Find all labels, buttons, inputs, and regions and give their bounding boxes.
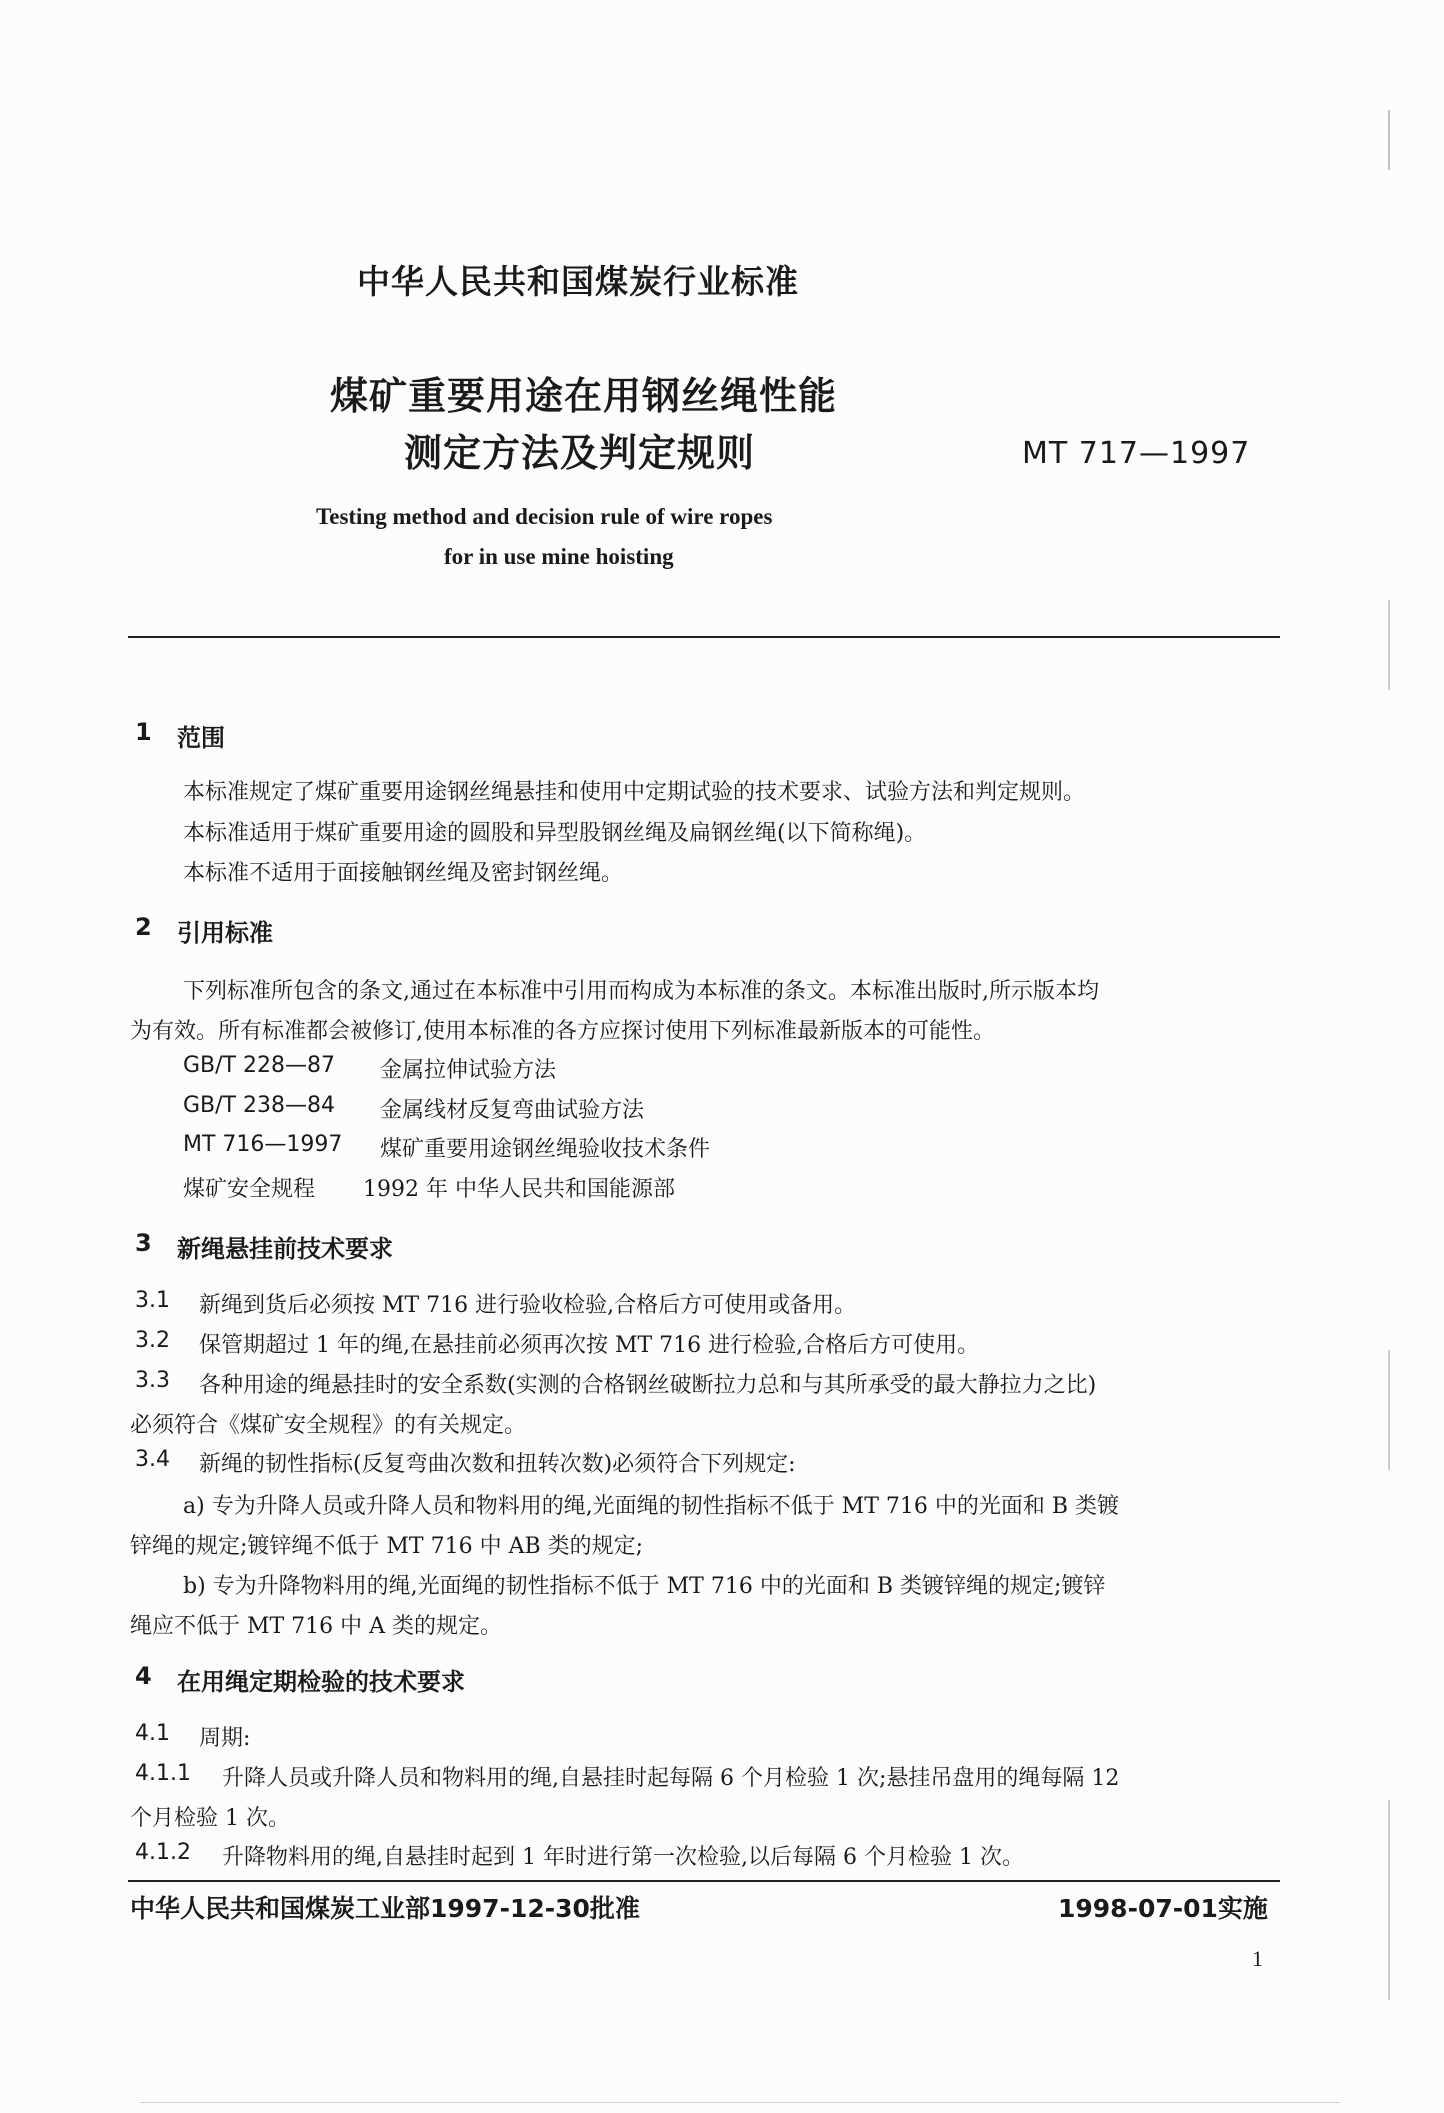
section-2-title: 引用标准: [177, 919, 273, 947]
clause-4-1-2-text: 升降物料用的绳,自悬挂时起到 1 年时进行第一次检验,以后每隔 6 个月检验 1 次。: [222, 1845, 1024, 1870]
clause-number: 3.2: [135, 1328, 170, 1353]
clause-3-4-a-line-1: a) 专为升降人员或升降人员和物料用的绳,光面绳的韧性指标不低于 MT 716 中的光面和 B 类镀: [183, 1494, 1120, 1519]
section-2-para-line-2: 为有效。所有标准都会被修订,使用本标准的各方应探讨使用下列标准最新版本的可能性。: [130, 1019, 995, 1044]
section-1-para-2: 本标准适用于煤矿重要用途的圆股和异型股钢丝绳及扁钢丝绳(以下简称绳)。: [183, 821, 927, 846]
clause-number: 4.1: [135, 1721, 170, 1746]
reference-code: GB/T 238—84: [183, 1093, 335, 1118]
clause-3-4-text: 新绳的韧性指标(反复弯曲次数和扭转次数)必须符合下列规定:: [199, 1452, 796, 1477]
section-2-para-line-1: 下列标准所包含的条文,通过在本标准中引用而构成为本标准的条文。本标准出版时,所示版本均: [183, 979, 1099, 1004]
clause-3-3-text-line-1: 各种用途的绳悬挂时的安全系数(实测的合格钢丝破断拉力总和与其所承受的最大静拉力之比): [199, 1373, 1097, 1398]
clause-4-1-text: 周期:: [199, 1726, 251, 1751]
english-title-line-2: for in use mine hoisting: [444, 544, 674, 569]
section-2-number: 2: [135, 913, 152, 941]
scan-mark: [1388, 600, 1390, 690]
scan-mark: [1388, 110, 1390, 170]
page-number: 1: [1252, 1946, 1263, 1971]
section-4-number: 4: [135, 1662, 152, 1690]
clause-3-3-text-line-2: 必须符合《煤矿安全规程》的有关规定。: [130, 1413, 527, 1438]
scan-mark: [140, 2102, 1340, 2103]
section-1-para-1: 本标准规定了煤矿重要用途钢丝绳悬挂和使用中定期试验的技术要求、试验方法和判定规则。: [183, 780, 1086, 805]
reference-code: GB/T 228—87: [183, 1053, 335, 1078]
clause-3-4-b-line-2: 绳应不低于 MT 716 中 A 类的规定。: [130, 1614, 503, 1639]
section-3-number: 3: [135, 1229, 152, 1257]
standard-number: MT 717—1997: [1022, 436, 1251, 471]
footer-rule: [128, 1880, 1280, 1882]
clause-3-4-b-line-1: b) 专为升降物料用的绳,光面绳的韧性指标不低于 MT 716 中的光面和 B 类镀锌绳的规定;镀锌: [183, 1574, 1106, 1599]
clause-4-1-1-text-line-2: 个月检验 1 次。: [130, 1806, 290, 1831]
reference-name: 煤矿重要用途钢丝绳验收技术条件: [380, 1137, 711, 1162]
scan-mark: [1388, 1800, 1390, 2000]
clause-number: 4.1.2: [135, 1840, 191, 1865]
reference-code: MT 716—1997: [183, 1132, 343, 1157]
clause-4-1-1-text-line-1: 升降人员或升降人员和物料用的绳,自悬挂时起每隔 6 个月检验 1 次;悬挂吊盘用的绳每隔 12: [222, 1766, 1120, 1791]
title-line-2: 测定方法及判定规则: [404, 431, 756, 475]
title-line-1: 煤矿重要用途在用钢丝绳性能: [330, 374, 838, 418]
clause-number: 3.3: [135, 1368, 170, 1393]
section-1-para-3: 本标准不适用于面接触钢丝绳及密封钢丝绳。: [183, 861, 624, 886]
scan-mark: [1388, 1350, 1390, 1470]
clause-3-2-text: 保管期超过 1 年的绳,在悬挂前必须再次按 MT 716 进行检验,合格后方可使用。: [199, 1333, 980, 1358]
reference-name: 金属拉伸试验方法: [380, 1058, 557, 1083]
clause-number: 3.1: [135, 1288, 170, 1313]
header-rule: [128, 636, 1280, 638]
standard-category: 中华人民共和国煤炭行业标准: [357, 262, 799, 301]
section-1-number: 1: [135, 718, 152, 746]
reference-name: 1992 年 中华人民共和国能源部: [363, 1177, 675, 1202]
clause-3-1-text: 新绳到货后必须按 MT 716 进行验收检验,合格后方可使用或备用。: [199, 1293, 857, 1318]
section-4-title: 在用绳定期检验的技术要求: [177, 1668, 465, 1696]
reference-code: 煤矿安全规程: [183, 1177, 316, 1202]
clause-number: 4.1.1: [135, 1761, 191, 1786]
clause-3-4-a-line-2: 锌绳的规定;镀锌绳不低于 MT 716 中 AB 类的规定;: [130, 1534, 644, 1559]
section-1-title: 范围: [177, 724, 225, 752]
clause-number: 3.4: [135, 1447, 170, 1472]
english-title-line-1: Testing method and decision rule of wire ropes: [316, 504, 773, 529]
section-3-title: 新绳悬挂前技术要求: [177, 1235, 393, 1263]
effective-date: 1998-07-01实施: [1058, 1894, 1268, 1923]
approval-line: 中华人民共和国煤炭工业部1997-12-30批准: [130, 1894, 640, 1923]
reference-name: 金属线材反复弯曲试验方法: [380, 1098, 645, 1123]
